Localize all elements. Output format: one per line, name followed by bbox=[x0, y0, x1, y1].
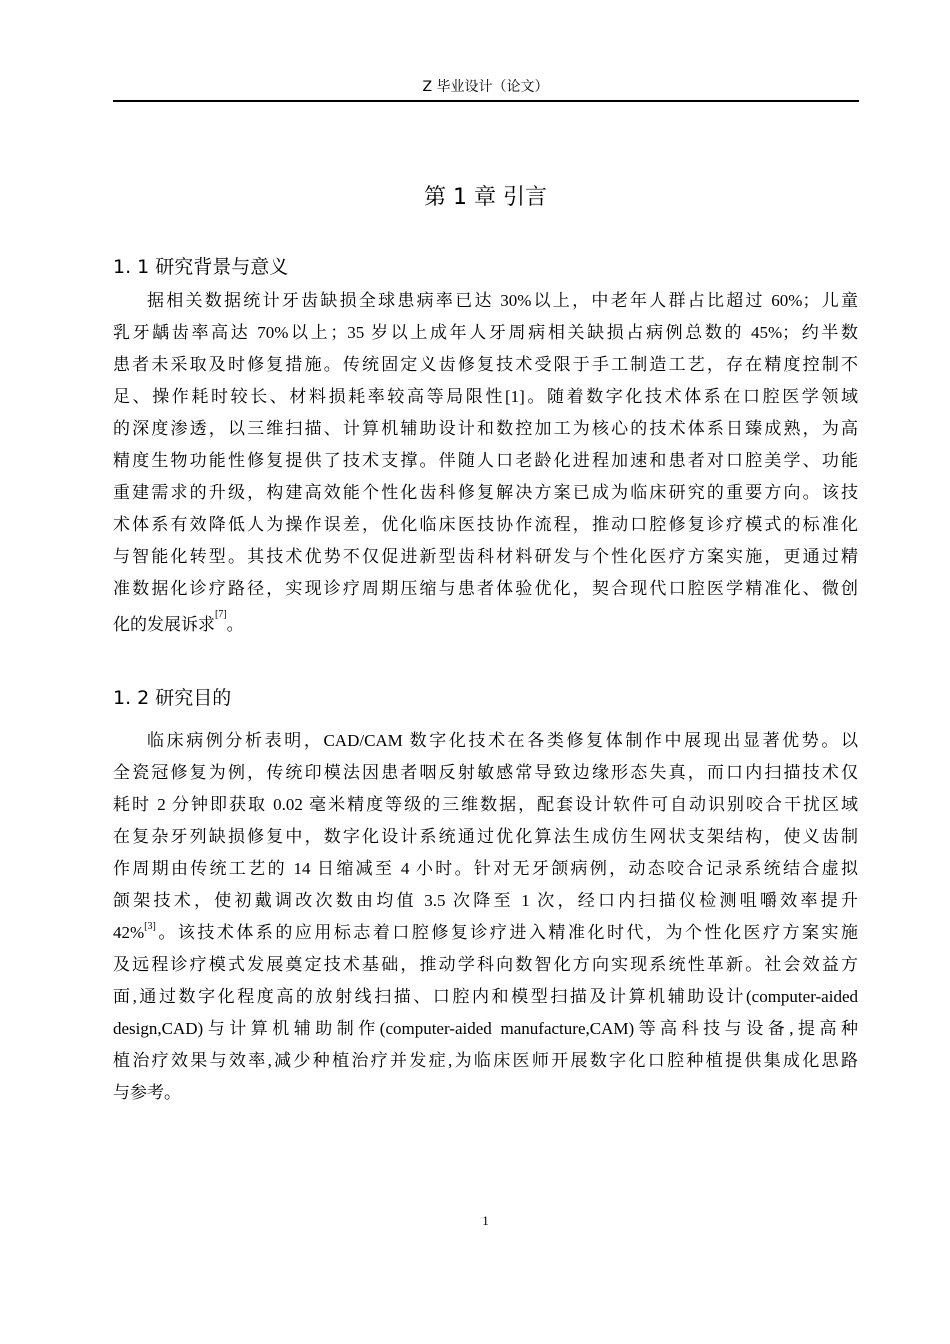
citation-3: [3] bbox=[144, 921, 156, 932]
text-line: 及远程诊疗模式发展奠定技术基础，推动学科向数智化方向实现系统性革新。社会效益方 bbox=[113, 955, 858, 974]
text-segment: 化的发展诉求 bbox=[113, 615, 215, 634]
paragraph-purpose bbox=[113, 725, 858, 1109]
text-line: 临床病例分析表明，CAD/CAM 数字化技术在各类修复体制作中展现出显著优势。以 bbox=[147, 731, 858, 750]
text-line: 的深度渗透，以三维扫描、计算机辅助设计和数控加工为核心的技术体系日臻成熟，为高 bbox=[113, 419, 858, 438]
text-line: design,CAD)与计算机辅助制作(computer-aided manufacture,CAM)等高科技与设备,提高种 bbox=[113, 1019, 858, 1038]
text-segment: 。 bbox=[226, 615, 244, 634]
text-line: 植治疗效果与效率,减少种植治疗并发症,为临床医师开展数字化口腔种植提供集成化思路 bbox=[113, 1051, 858, 1070]
page-number: 1 bbox=[482, 1213, 489, 1228]
text-line: 乳牙龋齿率高达 70%以上；35 岁以上成年人牙周病相关缺损占病例总数的 45%；约半数 bbox=[113, 323, 858, 342]
text-line: 患者未采取及时修复措施。传统固定义齿修复技术受限于手工制造工艺，存在精度控制不 bbox=[113, 355, 858, 374]
text-line: 准数据化诊疗路径，实现诊疗周期压缩与患者体验优化，契合现代口腔医学精准化、微创 bbox=[113, 579, 858, 598]
section-heading-background: 1. 1 研究背景与意义 bbox=[113, 256, 289, 278]
text-segment: 。该技术体系的应用标志着口腔修复诊疗进入精准化时代，为个性化医疗方案实施 bbox=[155, 923, 858, 942]
header-rule bbox=[113, 100, 859, 102]
text-line: 精度生物功能性修复提供了技术支撑。伴随人口老龄化进程加速和患者对口腔美学、功能 bbox=[113, 451, 858, 470]
chapter-title: 第 1 章 引言 bbox=[424, 185, 547, 210]
text-line: 据相关数据统计牙齿缺损全球患病率已达 30%以上，中老年人群占比超过 60%；儿童 bbox=[147, 291, 858, 310]
text-line: 全瓷冠修复为例，传统印模法因患者咽反射敏感常导致边缘形态失真，而口内扫描技术仅 bbox=[113, 763, 858, 782]
text-line: 作周期由传统工艺的 14 日缩减至 4 小时。针对无牙颌病例，动态咬合记录系统结合虚拟 bbox=[113, 859, 858, 878]
text-line bbox=[113, 605, 858, 641]
text-line: 耗时 2 分钟即获取 0.02 毫米精度等级的三维数据，配套设计软件可自动识别咬合干扰区域 bbox=[113, 795, 858, 814]
text-segment: 42% bbox=[113, 923, 145, 942]
text-line: 在复杂牙列缺损修复中，数字化设计系统通过优化算法生成仿生网状支架结构，使义齿制 bbox=[113, 827, 858, 846]
text-line: 重建需求的升级，构建高效能个性化齿科修复解决方案已成为临床研究的重要方向。该技 bbox=[113, 483, 858, 502]
text-line: 颌架技术，使初戴调改次数由均值 3.5 次降至 1 次，经口内扫描仪检测咀嚼效率提升 bbox=[113, 891, 858, 910]
text-line: 足、操作耗时较长、材料损耗率较高等局限性[1]。随着数字化技术体系在口腔医学领域 bbox=[113, 387, 858, 406]
paragraph-background bbox=[113, 285, 858, 641]
text-line: 与智能化转型。其技术优势不仅促进新型齿科材料研发与个性化医疗方案实施，更通过精 bbox=[113, 547, 858, 566]
text-line: 术体系有效降低人为操作误差，优化临床医技协作流程，推动口腔修复诊疗模式的标准化 bbox=[113, 515, 858, 534]
citation-7: [7] bbox=[215, 609, 227, 620]
text-line bbox=[113, 917, 858, 949]
text-line: 面,通过数字化程度高的放射线扫描、口腔内和模型扫描及计算机辅助设计(computer-aided bbox=[113, 987, 858, 1006]
section-heading-purpose: 1. 2 研究目的 bbox=[113, 687, 232, 709]
text-line: 与参考。 bbox=[113, 1083, 181, 1102]
running-header: Z 毕业设计（论文） bbox=[422, 79, 549, 95]
